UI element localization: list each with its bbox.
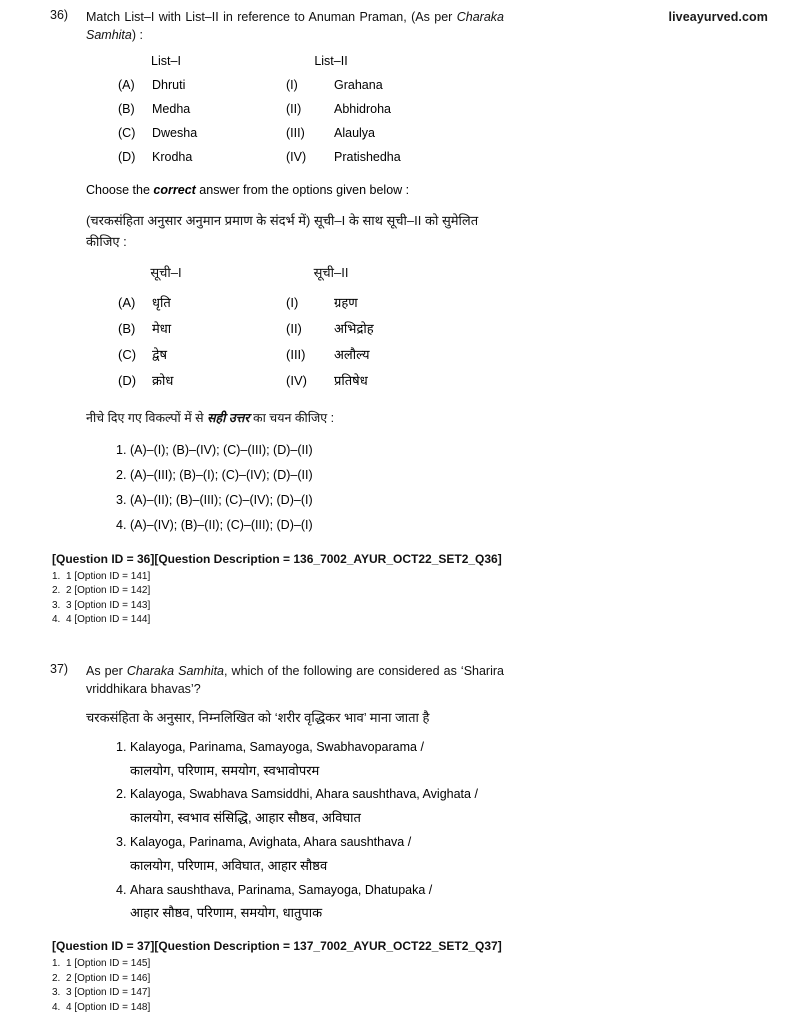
list-ii-header-en: List–II (314, 54, 348, 69)
answer-options-37 (86, 737, 504, 926)
option-ids-37 (52, 957, 772, 1015)
table-row (86, 74, 504, 98)
row-key: (D) (118, 149, 136, 164)
list-i-header-hi: सूची–I (150, 264, 182, 280)
list-headers-hindi (86, 263, 504, 284)
row-value: धृति (152, 294, 171, 310)
option-ids-36 (52, 570, 772, 628)
stem-text-italic: Charaka Samhita (86, 10, 504, 43)
option-text: (A)–(II); (B)–(III); (C)–(IV); (D)–(I) (130, 492, 313, 507)
list-ii-header-hi: सूची–II (313, 264, 349, 280)
row-key: (B) (118, 102, 135, 116)
stem-text-post: , which of the following are considered as ‘Sharira vriddhikara bhavas’? (86, 663, 504, 696)
row-right-value: Alaulya (334, 125, 375, 140)
question-id-line-36: [Question ID = 36][Question Description = 136_7002_AYUR_OCT22_SET2_Q36] (52, 551, 502, 566)
stem-text-pre: As per (86, 663, 127, 678)
option-id-number: 1. (52, 570, 61, 582)
option-id-text: 1 [Option ID = 145] (66, 958, 151, 970)
choose-post-hi: का चयन कीजिए : (249, 410, 335, 425)
row-right-value: प्रतिषेध (334, 372, 368, 388)
question-stem-hindi-36: (चरकसंहिता अनुसार अनुमान प्रमाण के संदर्भ में) सूची–I के साथ सूची–II को सुमेलित कीजिए : (86, 213, 479, 250)
option-id-row (52, 613, 772, 628)
option-text: (A)–(IV); (B)–(II); (C)–(III); (D)–(I) (130, 517, 313, 532)
row-right-value: Abhidroha (334, 102, 391, 116)
row-value: Dhruti (152, 78, 186, 93)
option-id-text: 2 [Option ID = 146] (66, 972, 151, 984)
question-id-line-37: [Question ID = 37][Question Description = 137_7002_AYUR_OCT22_SET2_Q37] (52, 939, 502, 954)
option-id-number: 4. (52, 1001, 61, 1013)
row-right-key: (II) (286, 320, 302, 336)
option-number: 1. (116, 739, 127, 754)
option-row[interactable] (86, 737, 504, 783)
option-text-hi: कालयोग, स्वभाव संसिद्धि, आहार सौष्ठव, अविघात (130, 810, 361, 826)
option-number: 3. (116, 492, 127, 507)
row-right-value: ग्रहण (334, 294, 358, 310)
choose-pre: Choose the (86, 183, 154, 198)
stem-text-post: ) : (131, 28, 143, 43)
option-number: 4. (116, 882, 127, 897)
question-number-37: 37) (50, 661, 69, 676)
list-i-header-en: List–I (151, 54, 181, 69)
option-id-row (52, 570, 772, 585)
option-id-number: 3. (52, 987, 61, 999)
stem-text-italic: Charaka Samhita (126, 663, 224, 678)
option-id-number: 1. (52, 958, 61, 970)
option-row[interactable] (86, 880, 504, 926)
answer-options-36 (86, 438, 504, 538)
option-text-hi: कालयोग, परिणाम, समयोग, स्वभावोपरम (130, 762, 320, 778)
option-number: 3. (116, 834, 127, 849)
option-row[interactable] (86, 513, 504, 538)
row-key: (D) (118, 372, 137, 388)
choose-bold-hi: सही उत्तर (207, 410, 250, 425)
option-row[interactable] (86, 438, 504, 463)
option-text-hi: आहार सौष्ठव, परिणाम, समयोग, धातुपाक (130, 905, 323, 921)
row-right-key: (II) (286, 102, 302, 116)
choose-instruction-hindi (86, 408, 504, 428)
row-key: (A) (118, 294, 136, 310)
question-number-36: 36) (50, 8, 69, 22)
row-right-key: (III) (286, 346, 306, 362)
option-row[interactable] (86, 463, 504, 488)
choose-pre-hi: नीचे दिए गए विकल्पों में से (86, 410, 208, 425)
option-id-text: 4 [Option ID = 144] (66, 614, 151, 626)
stem-text-pre: Match List–I with List–II in reference to Anuman Praman, (As per (86, 10, 457, 24)
option-text (130, 880, 504, 926)
option-text-en: Kalayoga, Parinama, Samayoga, Swabhavoparama / (130, 739, 424, 754)
row-right-value: अभिद्रोह (334, 320, 374, 336)
match-table-english (86, 74, 504, 169)
option-text: (A)–(III); (B)–(I); (C)–(IV); (D)–(II) (130, 467, 313, 482)
row-right-key: (I) (286, 78, 298, 93)
row-right-key: (IV) (286, 149, 307, 164)
row-value: Dwesha (152, 125, 198, 140)
option-text-en: Kalayoga, Swabhava Samsiddhi, Ahara saushthava, Avighata / (130, 787, 478, 802)
option-id-row (52, 599, 772, 614)
question-block-37 (14, 662, 772, 1016)
option-row[interactable] (86, 832, 504, 878)
choose-instruction-english (86, 183, 504, 197)
option-id-text: 3 [Option ID = 147] (66, 987, 151, 999)
option-id-number: 2. (52, 585, 61, 597)
table-row (86, 342, 504, 368)
option-id-row (52, 972, 772, 987)
row-right-value: अलौल्य (334, 346, 370, 362)
option-id-row (52, 584, 772, 599)
option-id-text: 2 [Option ID = 142] (66, 585, 151, 597)
table-row (86, 368, 504, 394)
option-row[interactable] (86, 784, 504, 830)
match-table-hindi (86, 290, 504, 394)
row-right-key: (IV) (286, 372, 307, 388)
option-id-number: 3. (52, 599, 61, 611)
option-text-en: Kalayoga, Parinama, Avighata, Ahara saushthava / (130, 834, 412, 849)
table-row (86, 316, 504, 342)
option-text (130, 737, 504, 783)
table-row (86, 122, 504, 146)
row-key: (A) (118, 78, 135, 93)
row-key: (C) (118, 346, 137, 362)
row-key: (B) (118, 320, 136, 336)
choose-post: answer from the options given below : (195, 183, 410, 198)
row-right-value: Grahana (334, 78, 383, 93)
question-stem-english-37 (86, 662, 504, 698)
option-number: 4. (116, 517, 127, 532)
table-row (86, 290, 504, 316)
option-number: 2. (116, 467, 127, 482)
option-text: (A)–(I); (B)–(IV); (C)–(III); (D)–(II) (130, 442, 313, 457)
row-right-key: (III) (286, 125, 305, 140)
option-id-text: 3 [Option ID = 143] (66, 599, 151, 611)
option-id-row (52, 1001, 772, 1016)
row-value: Medha (152, 102, 191, 116)
table-row (86, 98, 504, 122)
option-id-text: 4 [Option ID = 148] (66, 1001, 151, 1013)
row-right-key: (I) (286, 294, 299, 310)
question-stem-english-36 (86, 8, 504, 44)
list-headers-english (86, 54, 504, 68)
question-stem-hindi-37: चरकसंहिता के अनुसार, निम्नलिखित को ‘शरीर वृद्धिकर भाव’ माना जाता है (86, 709, 430, 725)
option-row[interactable] (86, 488, 504, 513)
row-right-value: Pratishedha (334, 149, 401, 164)
option-id-row (52, 986, 772, 1001)
option-id-number: 4. (52, 614, 61, 626)
row-value: क्रोध (152, 372, 174, 388)
row-value: Krodha (152, 149, 193, 164)
option-text-en: Ahara saushthava, Parinama, Samayoga, Dhatupaka / (130, 882, 433, 897)
question-block-36 (14, 8, 772, 628)
row-value: द्वेष (152, 346, 167, 362)
option-number: 1. (116, 442, 127, 457)
row-value: मेधा (152, 320, 172, 336)
row-key: (C) (118, 125, 136, 140)
option-id-number: 2. (52, 972, 61, 984)
option-text (130, 784, 504, 830)
site-watermark: liveayurved.com (668, 10, 768, 24)
option-number: 2. (116, 787, 127, 802)
option-text (130, 832, 504, 878)
choose-bold: correct (153, 183, 196, 198)
option-id-text: 1 [Option ID = 141] (66, 570, 151, 582)
option-id-row (52, 957, 772, 972)
option-text-hi: कालयोग, परिणाम, अविघात, आहार सौष्ठव (130, 857, 328, 873)
table-row (86, 146, 504, 170)
